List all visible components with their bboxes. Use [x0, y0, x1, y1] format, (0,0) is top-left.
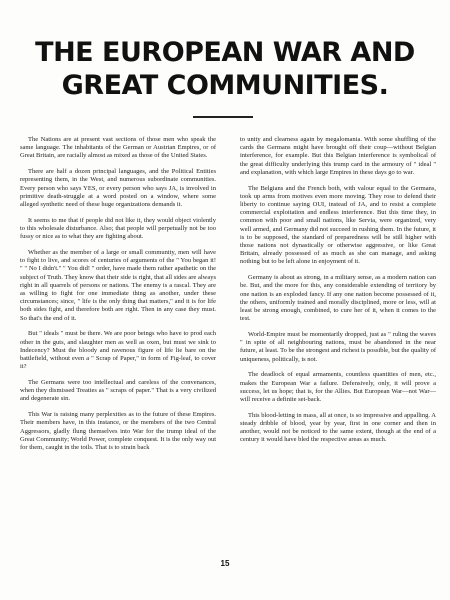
title-divider — [193, 116, 253, 118]
paragraph: But " ideals " must be there. We are poor beings who have to prod each other in the guts, and slaughter men as well as oxen, but must we sink to Indecency? Must the bloody and ravenous figure of life lie bare on the battlefield, without even a " Scrap of Paper," in form of Fig-leaf, to cover it? — [20, 330, 216, 371]
paragraph: Whether as the member of a large or small community, men will have to fight to live, and scores of centuries of arguments of the " You began it! " " No I didn't." " You did! " order, have made them rather apathetic on the subject of Truth. They know that their side is right, that all sides are always right in all quarrels of persons or nations. The enemy is a rascal. They are as willing to fight for one immediate thing as another, under these circumstances; since, " life is the only thing that matters," and it is for life both sides fight, and therefore both are right. Then in any case they must. So that's the end of it. — [20, 249, 216, 322]
paragraph: to unity and clearness again by megalomania. With some shuffling of the cards the Germans might have brought off their coup—without Belgian interference, for example. But this Belgian interference is symbolical of the great difficulty underlying this trump card in the armoury of " ideal " and explanation, with which large Empires in these days go to war. — [240, 136, 436, 176]
paragraph: There are half a dozen principal languages, and the Political Entities representing them, in the West, and numerous subordinate communities. Every person who says YES, or every person who says JA, is involved in primitive death-struggle at a word posted on a window, where some alleged synthetic need of these huge organizations demands it. — [20, 168, 216, 209]
paragraph: This blood-letting in mass, all at once, is so impressive and appalling. A steady dribble of blood, year by year, first in one corner and then in another, would not be noticed to the same extent, though at the end of a century it would have bled the respective areas as much. — [240, 411, 436, 444]
paragraph: The Belgians and the French both, with valour equal to the Germans, took up arms from motives even more moving. They rose to defend their liberty to continue saying OUI, instead of JA, and to resist a complete commercial exploitation and endless interference. But this time they, in common with poor and small nations, like Servia, were organized, very well armed, and Germany did not succeed in rushing them. In the future, it is to be supposed, the standard of preparedness will be still higher with those nations not dynastically or otherwise aggressive, or like Great Britain, already possessed of as much as she can manage, and asking nothing but to be left alone in enjoyment of it. — [240, 184, 436, 266]
paragraph: The Nations are at present vast sections of those men who speak the same language. The inhabitants of the German or Austrian Empires, or of Great Britain, are racially almost as mixed as those of the United States. — [20, 136, 216, 160]
left-column — [20, 136, 216, 460]
article-title: THE EUROPEAN WAR AND GREAT COMMUNITIES. — [35, 37, 415, 101]
paragraph: World-Empire must be momentarily dropped, just as " ruling the waves " in spite of all neighbouring nations, must be abandoned in the near future, at least. To be the strongest and richest is possible, but the quality of uniqueness, politically, is not. — [240, 331, 437, 363]
paragraph: Germany is about as strong, in a military sense, as a modern nation can be. But, and the more for this, any considerable extending of territory by one nation is an exploded fancy. If any one nation become possessed of it, the others, uniformly trained and morally disciplined, more or less, will at least be strong enough, combined, to cure her of it, when it comes to the test. — [240, 274, 436, 323]
paragraph: This War is raising many perplexities as to the future of these Empires. Their members have, in this instance, or the members of the two Central Aggressors, gladly flung themselves into War for the trump ideal of the Great Community; World Power, complete conquest. It is the only way out for them, caught in the toils. That is to strain back — [20, 411, 216, 452]
paragraph: The Germans were too intellectual and careless of the convenances, when they dismissed Treaties as " scraps of paper." That is a very civilized and degenerate sin. — [20, 379, 216, 403]
paragraph: The deadlock of equal armaments, countless quantities of men, etc., makes the European War a failure. Defensively, only, it will prove a success, let us hope; that is, for the Allies. But European War—not War—will receive a definite set-back. — [240, 371, 436, 404]
right-column — [240, 136, 436, 452]
page-number: 15 — [220, 559, 230, 568]
paragraph: It seems to me that if people did not like it, they would object violently to this wholesale disturbance. Also; that people will perpetually not be too fussy or nice as to what they are fighting about. — [20, 216, 216, 241]
